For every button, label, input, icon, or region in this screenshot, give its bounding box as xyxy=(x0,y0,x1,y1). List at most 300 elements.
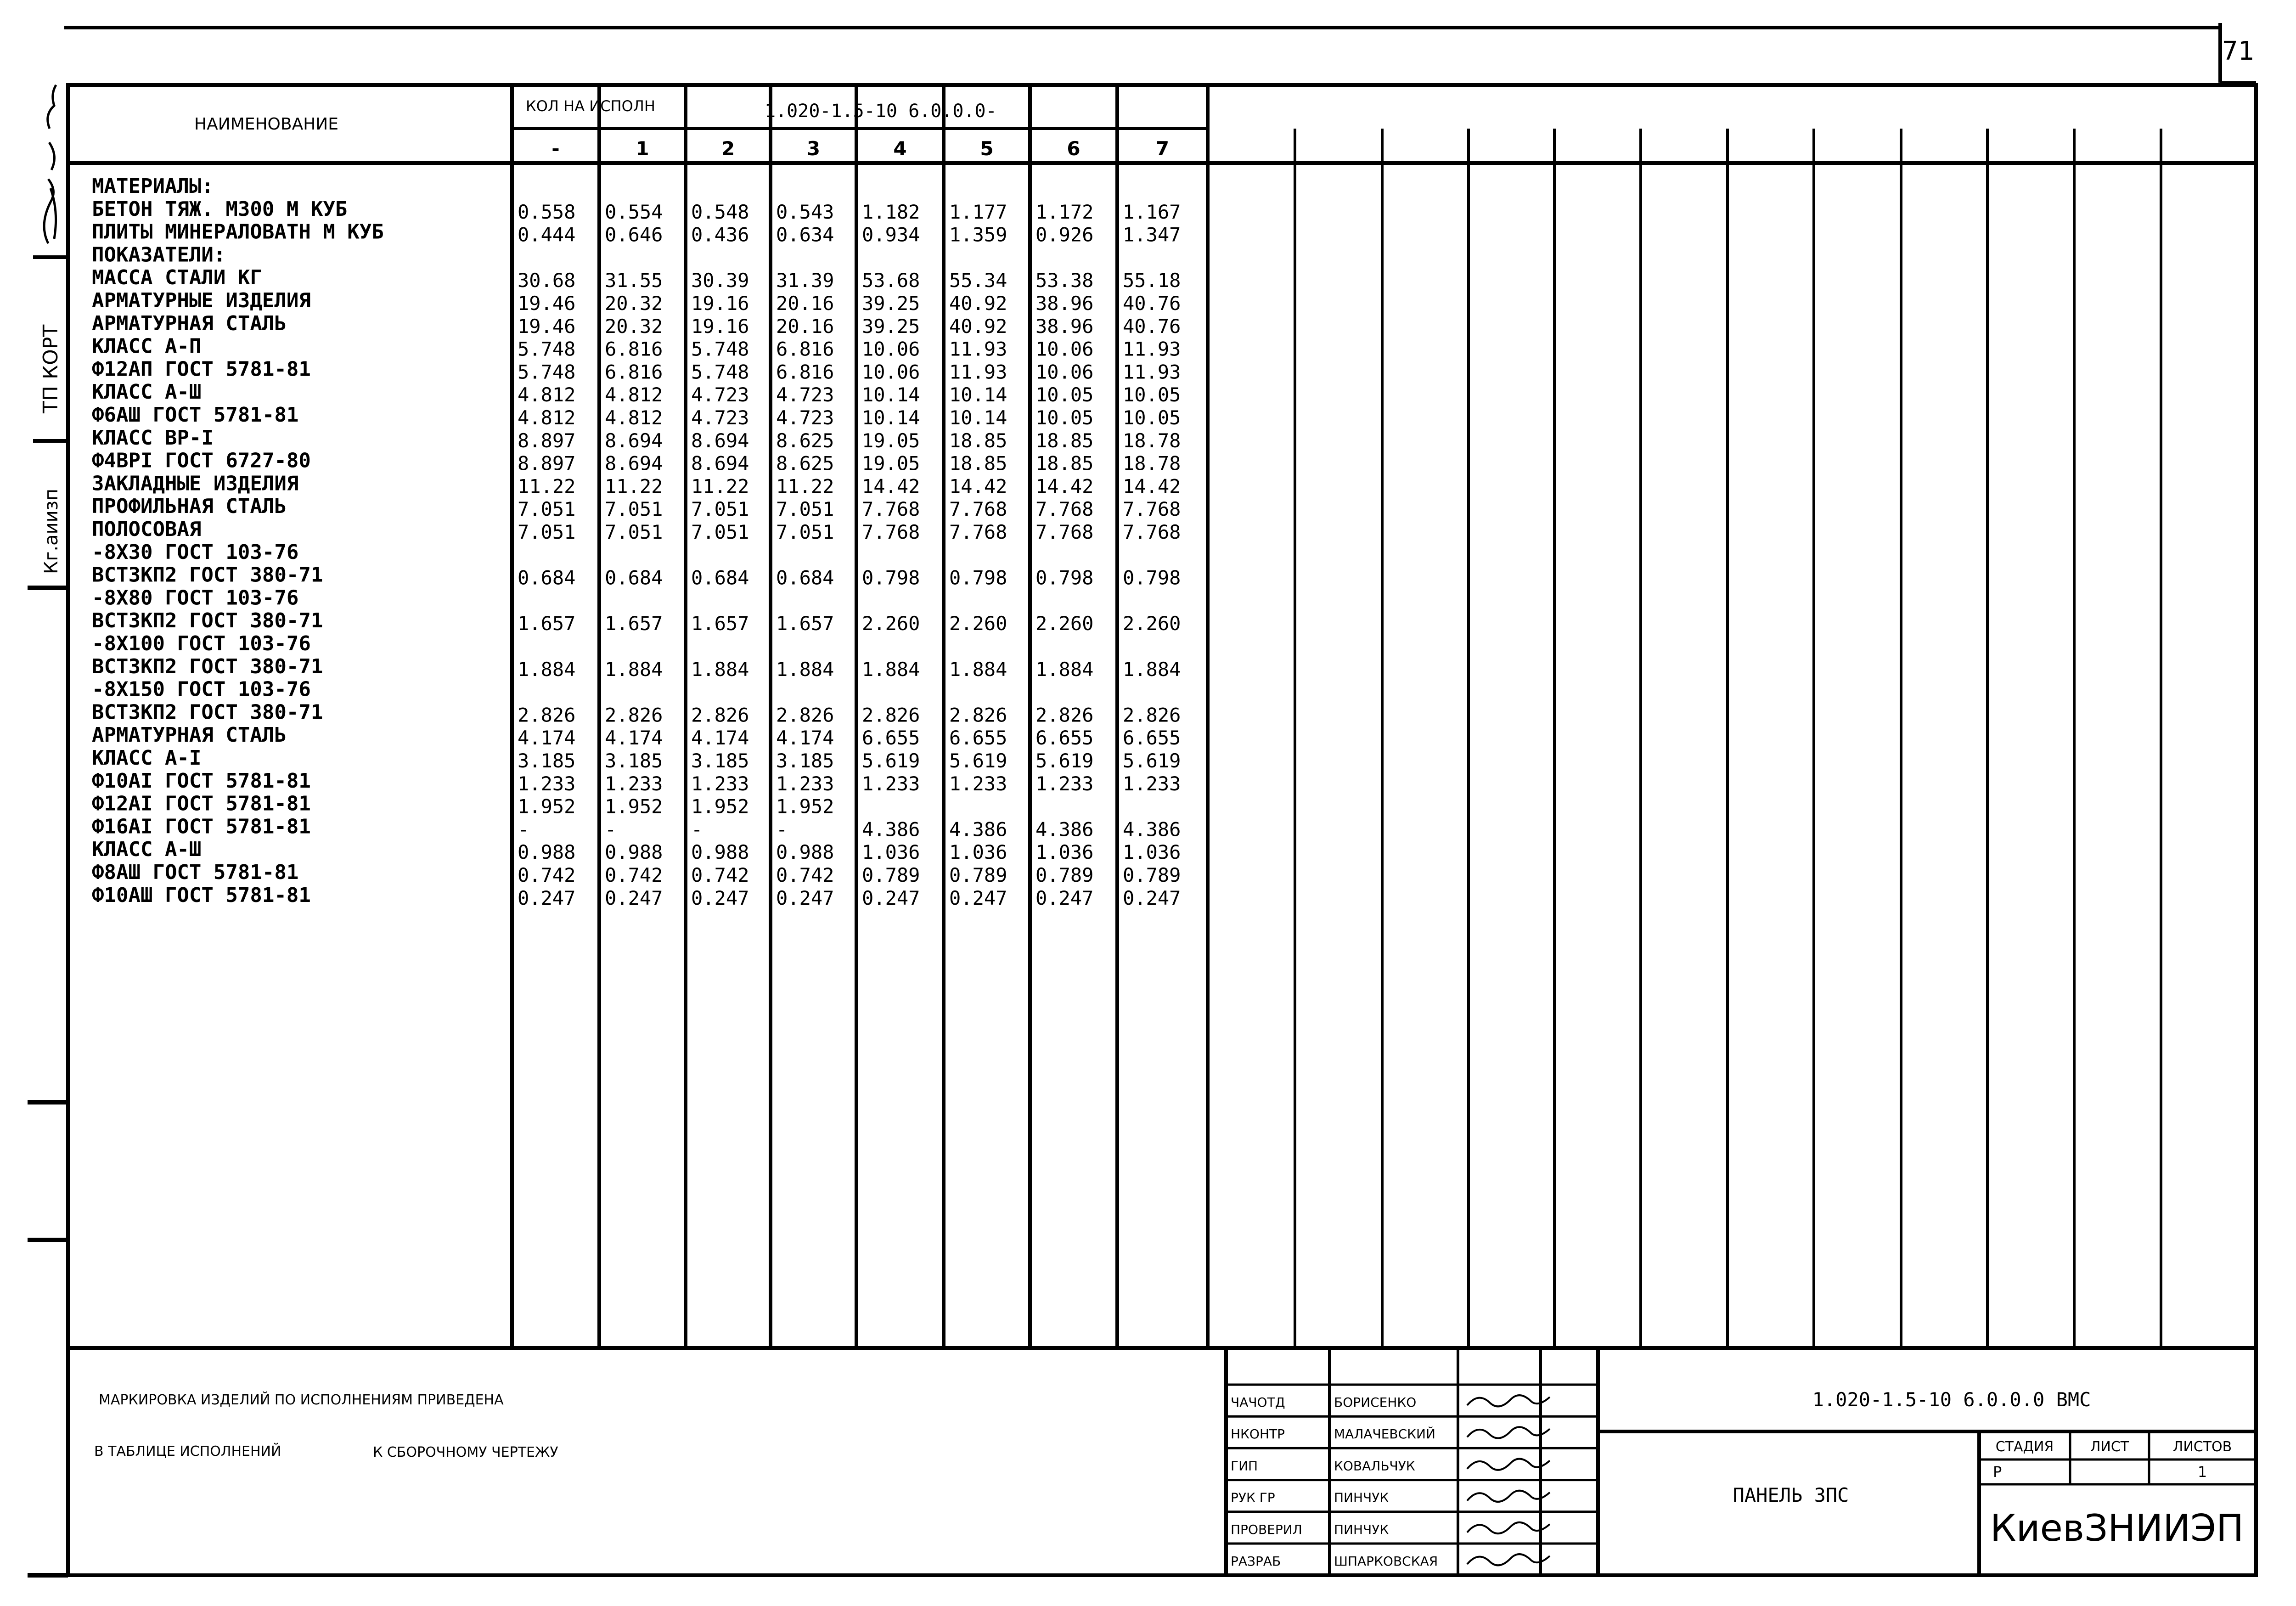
cell-value: 55.34 xyxy=(949,269,1007,292)
cell-value: 0.789 xyxy=(1123,864,1181,886)
table-row xyxy=(92,700,1181,726)
row-name: Ф12АI ГОСТ 5781-81 xyxy=(92,792,311,816)
cell-value: 8.897 xyxy=(518,429,576,452)
column-header-2: 2 xyxy=(721,137,735,160)
cell-value: 1.952 xyxy=(605,795,663,818)
table-row xyxy=(92,266,1181,292)
approval-role: ЧАЧОТД xyxy=(1231,1395,1285,1410)
page-number-box xyxy=(2222,36,2254,66)
cell-value: 6.816 xyxy=(776,361,834,383)
cell-value: 0.548 xyxy=(691,200,749,223)
table-row xyxy=(92,586,298,609)
cell-value: 0.988 xyxy=(518,841,576,864)
cell-value: 1.952 xyxy=(691,795,749,818)
row-name: БЕТОН ТЯЖ. М300 М КУБ xyxy=(92,197,348,221)
cell-value: 2.260 xyxy=(1035,612,1094,635)
cell-value: - xyxy=(691,818,703,841)
cell-value: 0.444 xyxy=(518,223,576,246)
cell-value: 0.247 xyxy=(1035,886,1094,909)
row-name: КЛАСС А-I xyxy=(92,746,202,770)
cell-value: 39.25 xyxy=(862,292,920,315)
cell-value: 4.386 xyxy=(862,818,920,841)
cell-value: 0.558 xyxy=(518,200,576,223)
cell-value: 1.657 xyxy=(605,612,663,635)
cell-value: 20.32 xyxy=(605,315,663,338)
cell-value: 53.68 xyxy=(862,269,920,292)
cell-value: 1.036 xyxy=(862,841,920,864)
cell-value: 18.85 xyxy=(949,452,1007,475)
cell-value: 20.32 xyxy=(605,292,663,315)
cell-value: 0.926 xyxy=(1035,223,1094,246)
row-name: ВСТЗКП2 ГОСТ 380-71 xyxy=(92,700,323,724)
approval-row xyxy=(1231,1458,1550,1473)
table-row xyxy=(92,243,225,266)
cell-value: 8.694 xyxy=(605,452,663,475)
row-name: КЛАСС А-Ш xyxy=(92,838,202,862)
table-row xyxy=(92,518,1181,543)
cell-value: 53.38 xyxy=(1035,269,1094,292)
cell-value: 18.85 xyxy=(949,429,1007,452)
cell-value: 1.233 xyxy=(691,772,749,795)
cell-value: 7.051 xyxy=(605,521,663,543)
approval-name: КОВАЛЬЧУК xyxy=(1334,1458,1415,1474)
cell-value: 1.233 xyxy=(1123,772,1181,795)
cell-value: 0.742 xyxy=(605,864,663,886)
side-stamp-line-1: Кг.аиизп xyxy=(41,488,62,574)
cell-value: 7.768 xyxy=(1035,521,1094,543)
cell-value: 0.247 xyxy=(776,886,834,909)
row-name: -8Х80 ГОСТ 103-76 xyxy=(92,586,299,610)
approval-row xyxy=(1231,1426,1550,1442)
row-name: ВСТЗКП2 ГОСТ 380-71 xyxy=(92,609,323,633)
cell-value: 0.247 xyxy=(862,886,920,909)
row-name: ВСТЗКП2 ГОСТ 380-71 xyxy=(92,654,323,678)
cell-value: 1.884 xyxy=(862,658,920,681)
note-line-2b: К СБОРОЧНОМУ ЧЕРТЕЖУ xyxy=(373,1444,558,1460)
row-name: КЛАСС А-П xyxy=(92,334,202,358)
sheet-label: ЛИСТ xyxy=(2090,1439,2129,1455)
row-name: -8Х100 ГОСТ 103-76 xyxy=(92,632,311,655)
cell-value: - xyxy=(776,818,788,841)
cell-value: 7.051 xyxy=(691,498,749,521)
cell-value: 0.634 xyxy=(776,223,834,246)
cell-value: 18.85 xyxy=(1035,452,1094,475)
cell-value: 0.436 xyxy=(691,223,749,246)
cell-value: 0.247 xyxy=(605,886,663,909)
cell-value: 5.748 xyxy=(518,338,576,361)
cell-value: 19.05 xyxy=(862,429,920,452)
cell-value: 11.93 xyxy=(949,338,1007,361)
cell-value: 1.359 xyxy=(949,223,1007,246)
cell-value: 0.798 xyxy=(949,566,1007,589)
cell-value: 6.655 xyxy=(862,727,920,749)
cell-value: 0.684 xyxy=(776,566,834,589)
cell-value: 4.723 xyxy=(776,406,834,429)
cell-value: 7.051 xyxy=(776,521,834,543)
column-header-5: 5 xyxy=(980,137,994,160)
approval-row xyxy=(1231,1554,1550,1569)
table-row xyxy=(92,861,1181,886)
cell-value: 1.172 xyxy=(1035,200,1094,223)
row-name: Ф10АШ ГОСТ 5781-81 xyxy=(92,883,311,907)
approval-row xyxy=(1231,1522,1550,1537)
cell-value: 11.22 xyxy=(691,475,749,498)
table-row xyxy=(92,655,1181,681)
cell-value: 0.742 xyxy=(691,864,749,886)
cell-value: 4.174 xyxy=(776,727,834,749)
cell-value: 1.347 xyxy=(1123,223,1181,246)
row-name: АРМАТУРНАЯ СТАЛЬ xyxy=(92,723,287,747)
approval-role: РУК ГР xyxy=(1231,1490,1275,1505)
cell-value: 55.18 xyxy=(1123,269,1181,292)
row-name: Ф6АШ ГОСТ 5781-81 xyxy=(92,403,299,427)
cell-value: 8.694 xyxy=(691,452,749,475)
note-line-1: МАРКИРОВКА ИЗДЕЛИЙ ПО ИСПОЛНЕНИЯМ ПРИВЕДЕНА xyxy=(99,1392,504,1408)
row-name: Ф12АП ГОСТ 5781-81 xyxy=(92,357,311,381)
table-row xyxy=(92,884,1181,909)
cell-value: 1.233 xyxy=(776,772,834,795)
cell-value: 11.22 xyxy=(605,475,663,498)
approval-row xyxy=(1231,1395,1550,1410)
table-row xyxy=(92,678,311,701)
table-row xyxy=(92,815,1181,840)
row-name: Ф16АI ГОСТ 5781-81 xyxy=(92,815,311,839)
column-header-0: - xyxy=(551,137,560,160)
row-name: Ф10АI ГОСТ 5781-81 xyxy=(92,769,311,793)
cell-value: 5.748 xyxy=(691,338,749,361)
cell-value: 4.812 xyxy=(518,406,576,429)
sheets-label: ЛИСТОВ xyxy=(2172,1439,2232,1455)
approval-name: ПИНЧУК xyxy=(1334,1521,1389,1537)
cell-value: 5.619 xyxy=(949,749,1007,772)
row-name: ПОЛОСОВАЯ xyxy=(92,518,202,541)
cell-value: 1.952 xyxy=(518,795,576,818)
page-number: 71 xyxy=(2222,36,2255,66)
approval-role: НКОНТР xyxy=(1231,1426,1285,1442)
cell-value: 0.247 xyxy=(691,886,749,909)
cell-value: 5.619 xyxy=(862,749,920,772)
cell-value: 0.247 xyxy=(949,886,1007,909)
cell-value: 4.174 xyxy=(691,727,749,749)
cell-value: 4.174 xyxy=(518,727,576,749)
cell-value: 40.92 xyxy=(949,292,1007,315)
approval-row xyxy=(1231,1490,1550,1505)
cell-value: 14.42 xyxy=(949,475,1007,498)
row-name: МАТЕРИАЛЫ: xyxy=(92,175,214,198)
table-row xyxy=(92,792,834,818)
cell-value: 4.723 xyxy=(776,383,834,406)
cell-value: 1.233 xyxy=(1035,772,1094,795)
cell-value: 1.167 xyxy=(1123,200,1181,223)
cell-value: 1.036 xyxy=(949,841,1007,864)
table-row xyxy=(92,541,298,564)
cell-value: 2.826 xyxy=(691,704,749,727)
table-row xyxy=(92,746,1181,772)
approval-role: ГИП xyxy=(1231,1458,1258,1474)
table-row xyxy=(92,472,1181,497)
cell-value: 6.816 xyxy=(605,338,663,361)
cell-value: 1.233 xyxy=(949,772,1007,795)
cell-value: 11.93 xyxy=(1123,338,1181,361)
cell-value: 4.174 xyxy=(605,727,663,749)
row-name: Ф4ВРI ГОСТ 6727-80 xyxy=(92,449,311,473)
cell-value: 40.76 xyxy=(1123,315,1181,338)
table-row xyxy=(92,335,1181,361)
cell-value: 40.76 xyxy=(1123,292,1181,315)
cell-value: 14.42 xyxy=(1035,475,1094,498)
cell-value: 6.655 xyxy=(1035,727,1094,749)
column-header-1: 1 xyxy=(636,137,649,160)
name-column-header: НАИМЕНОВАНИЕ xyxy=(194,115,338,134)
cell-value: 0.646 xyxy=(605,223,663,246)
approval-role: РАЗРАБ xyxy=(1231,1554,1281,1569)
cell-value: 38.96 xyxy=(1035,315,1094,338)
table-row xyxy=(92,449,1181,475)
table-row xyxy=(92,564,1181,589)
cell-value: 19.46 xyxy=(518,315,576,338)
cell-value: 10.14 xyxy=(949,406,1007,429)
cell-value: 0.684 xyxy=(518,566,576,589)
cell-value: 1.657 xyxy=(518,612,576,635)
cell-value: 31.39 xyxy=(776,269,834,292)
cell-value: 5.619 xyxy=(1123,749,1181,772)
cell-value: 7.051 xyxy=(518,521,576,543)
cell-value: 2.260 xyxy=(949,612,1007,635)
table-row xyxy=(92,289,1181,315)
row-name: ВСТЗКП2 ГОСТ 380-71 xyxy=(92,563,323,587)
approval-signature xyxy=(1467,1395,1550,1406)
cell-value: 0.988 xyxy=(691,841,749,864)
cell-value: 0.988 xyxy=(776,841,834,864)
cell-value: 0.684 xyxy=(605,566,663,589)
cell-value: 0.798 xyxy=(1035,566,1094,589)
table-row xyxy=(92,723,1181,749)
cell-value: 1.884 xyxy=(605,658,663,681)
cell-value: 7.768 xyxy=(1035,498,1094,521)
cell-value: 19.46 xyxy=(518,292,576,315)
row-name: Ф8АШ ГОСТ 5781-81 xyxy=(92,861,299,884)
cell-value: 1.036 xyxy=(1123,841,1181,864)
cell-value: 6.816 xyxy=(776,338,834,361)
cell-value: 3.185 xyxy=(691,749,749,772)
cell-value: 6.816 xyxy=(605,361,663,383)
table-row xyxy=(92,357,1181,383)
column-header-3: 3 xyxy=(806,137,821,160)
approval-name: МАЛАЧЕВСКИЙ xyxy=(1334,1426,1435,1442)
quantity-header: КОЛ НА ИСПОЛН xyxy=(526,97,655,115)
cell-value: 4.386 xyxy=(1035,818,1094,841)
cell-value: 4.386 xyxy=(949,818,1007,841)
cell-value: 0.554 xyxy=(605,200,663,223)
cell-value: 10.06 xyxy=(862,361,920,383)
cell-value: 4.812 xyxy=(605,383,663,406)
cell-value: 3.185 xyxy=(776,749,834,772)
cell-value: 11.93 xyxy=(949,361,1007,383)
cell-value: 0.789 xyxy=(1035,864,1094,886)
cell-value: 7.768 xyxy=(949,498,1007,521)
cell-value: 0.247 xyxy=(518,886,576,909)
cell-value: 4.386 xyxy=(1123,818,1181,841)
table-row xyxy=(92,380,1181,406)
cell-value: 4.812 xyxy=(518,383,576,406)
row-name: -8Х150 ГОСТ 103-76 xyxy=(92,677,311,701)
approval-name: БОРИСЕНКО xyxy=(1334,1395,1417,1410)
cell-value: 0.543 xyxy=(776,200,834,223)
cell-value: 7.768 xyxy=(862,521,920,543)
cell-value: 1.884 xyxy=(518,658,576,681)
cell-value: 10.05 xyxy=(1035,406,1094,429)
row-name: АРМАТУРНАЯ СТАЛЬ xyxy=(92,311,287,335)
approval-signature xyxy=(1467,1459,1550,1470)
cell-value: 20.16 xyxy=(776,315,834,338)
cell-value: 1.952 xyxy=(776,795,834,818)
row-name: ЗАКЛАДНЫЕ ИЗДЕЛИЯ xyxy=(92,472,299,496)
note-line-2a: В ТАБЛИЦЕ ИСПОЛНЕНИЙ xyxy=(94,1443,281,1459)
table-row xyxy=(92,312,1181,338)
row-name: АРМАТУРНЫЕ ИЗДЕЛИЯ xyxy=(92,289,311,312)
cell-value: 0.742 xyxy=(776,864,834,886)
cell-value: 8.897 xyxy=(518,452,576,475)
cell-value: 0.742 xyxy=(518,864,576,886)
cell-value: 14.42 xyxy=(1123,475,1181,498)
column-header-6: 6 xyxy=(1067,137,1080,160)
cell-value: 30.39 xyxy=(691,269,749,292)
cell-value: 0.789 xyxy=(862,864,920,886)
row-name: -8Х30 ГОСТ 103-76 xyxy=(92,540,299,564)
cell-value: 2.826 xyxy=(862,704,920,727)
cell-value: 10.06 xyxy=(862,338,920,361)
table-row xyxy=(92,197,1181,223)
cell-value: 14.42 xyxy=(862,475,920,498)
cell-value: 7.051 xyxy=(776,498,834,521)
organization-name: КиевЗНИИЭП xyxy=(1990,1507,2244,1550)
document-code: 1.020-1.5-10 6.0.0.0 ВМС xyxy=(1812,1388,2091,1411)
stage-value: Р xyxy=(1993,1463,2002,1481)
cell-value: 1.657 xyxy=(776,612,834,635)
cell-value: 18.78 xyxy=(1123,429,1181,452)
cell-value: 1.233 xyxy=(518,772,576,795)
table-row xyxy=(92,220,1181,246)
row-name: КЛАСС ВР-I xyxy=(92,426,214,450)
cell-value: 11.22 xyxy=(518,475,576,498)
cell-value: 1.233 xyxy=(605,772,663,795)
cell-value: 0.798 xyxy=(1123,566,1181,589)
cell-value: 7.768 xyxy=(1123,521,1181,543)
cell-value: 10.05 xyxy=(1123,383,1181,406)
table-row xyxy=(92,632,311,655)
drawing-title: ПАНЕЛЬ ЗПС xyxy=(1733,1484,1849,1506)
table-row xyxy=(92,426,1181,452)
approval-signature xyxy=(1467,1522,1550,1533)
title-block xyxy=(1226,1348,2256,1575)
cell-value: 8.625 xyxy=(776,429,834,452)
table-row xyxy=(92,838,1181,863)
cell-value: 5.619 xyxy=(1035,749,1094,772)
cell-value: 8.694 xyxy=(605,429,663,452)
cell-value: 2.826 xyxy=(1123,704,1181,727)
designation-header: 1.020-1.5-10 6.0.0.0- xyxy=(765,101,997,122)
cell-value: 6.655 xyxy=(949,727,1007,749)
cell-value: 1.884 xyxy=(1035,658,1094,681)
cell-value: 5.748 xyxy=(518,361,576,383)
cell-value: 2.826 xyxy=(1035,704,1094,727)
cell-value: 3.185 xyxy=(518,749,576,772)
table-row xyxy=(92,175,214,198)
cell-value: 1.884 xyxy=(691,658,749,681)
cell-value: 40.92 xyxy=(949,315,1007,338)
cell-value: 1.233 xyxy=(862,772,920,795)
cell-value: 8.694 xyxy=(691,429,749,452)
side-stamp-signature xyxy=(44,85,56,243)
marking-note xyxy=(94,1392,558,1460)
cell-value: 1.177 xyxy=(949,200,1007,223)
cell-value: 19.16 xyxy=(691,315,749,338)
cell-value: 11.93 xyxy=(1123,361,1181,383)
cell-value: 1.884 xyxy=(776,658,834,681)
cell-value: 5.748 xyxy=(691,361,749,383)
cell-value: 1.884 xyxy=(1123,658,1181,681)
cell-value: 1.182 xyxy=(862,200,920,223)
cell-value: 10.14 xyxy=(862,406,920,429)
cell-value: 1.884 xyxy=(949,658,1007,681)
sheets-value: 1 xyxy=(2197,1463,2207,1481)
row-name: МАССА СТАЛИ КГ xyxy=(92,266,262,290)
cell-value: 7.768 xyxy=(862,498,920,521)
cell-value: 18.78 xyxy=(1123,452,1181,475)
cell-value: 2.826 xyxy=(776,704,834,727)
cell-value: 7.051 xyxy=(605,498,663,521)
cell-value: 10.06 xyxy=(1035,361,1094,383)
cell-value: 8.625 xyxy=(776,452,834,475)
cell-value: 10.06 xyxy=(1035,338,1094,361)
cell-value: 3.185 xyxy=(605,749,663,772)
approval-role: ПРОВЕРИЛ xyxy=(1231,1521,1302,1537)
cell-value: 31.55 xyxy=(605,269,663,292)
approval-signature xyxy=(1467,1427,1550,1438)
column-header-4: 4 xyxy=(893,137,907,160)
cell-value: 0.789 xyxy=(949,864,1007,886)
row-name: ПОКАЗАТЕЛИ: xyxy=(92,243,226,267)
table-row xyxy=(92,403,1181,429)
cell-value: 18.85 xyxy=(1035,429,1094,452)
cell-value: 30.68 xyxy=(518,269,576,292)
cell-value: 4.812 xyxy=(605,406,663,429)
cell-value: 19.05 xyxy=(862,452,920,475)
cell-value: 11.22 xyxy=(776,475,834,498)
cell-value: 7.768 xyxy=(1123,498,1181,521)
cell-value: 0.247 xyxy=(1123,886,1181,909)
side-stamp-line-2: ТП КОРТ xyxy=(39,324,62,413)
row-name: ПЛИТЫ МИНЕРАЛОВАТН М КУБ xyxy=(92,220,384,244)
approval-name: ШПАРКОВСКАЯ xyxy=(1334,1554,1438,1569)
cell-value: 4.723 xyxy=(691,406,749,429)
cell-value: 10.14 xyxy=(862,383,920,406)
cell-value: 0.988 xyxy=(605,841,663,864)
cell-value: 6.655 xyxy=(1123,727,1181,749)
cell-value: 1.657 xyxy=(691,612,749,635)
cell-value: 38.96 xyxy=(1035,292,1094,315)
table-row xyxy=(92,495,1181,520)
cell-value: 0.934 xyxy=(862,223,920,246)
cell-value: 7.051 xyxy=(691,521,749,543)
approval-name: ПИНЧУК xyxy=(1334,1490,1389,1505)
row-name: КЛАСС А-Ш xyxy=(92,380,202,404)
table-row xyxy=(92,769,1181,795)
column-header-7: 7 xyxy=(1155,137,1170,160)
stage-label: СТАДИЯ xyxy=(1995,1439,2054,1455)
cell-value: 10.05 xyxy=(1123,406,1181,429)
cell-value: 0.798 xyxy=(862,566,920,589)
